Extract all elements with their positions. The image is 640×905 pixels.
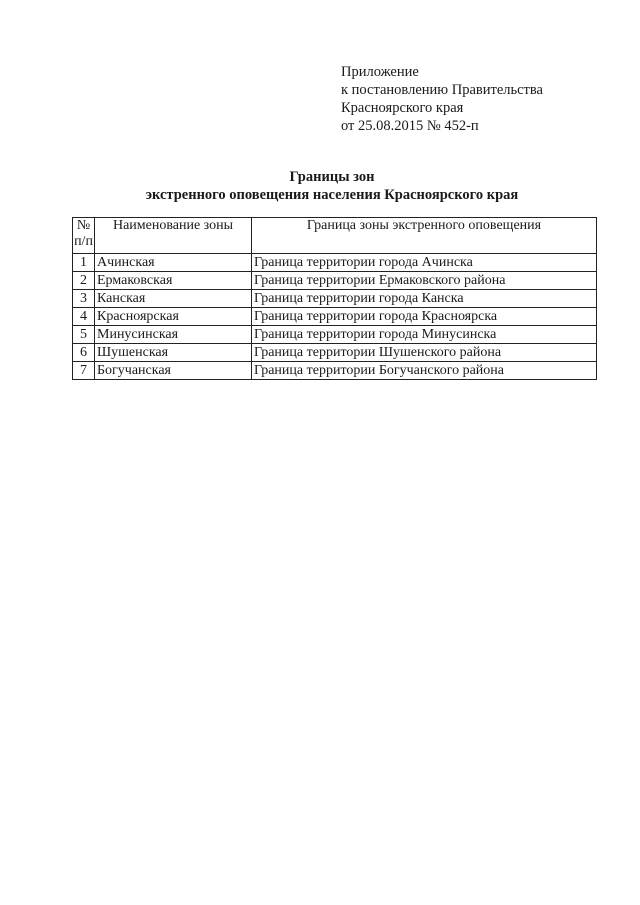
row-num: 3 bbox=[73, 290, 95, 308]
row-zone-border: Граница территории города Красноярска bbox=[252, 308, 597, 326]
row-num: 4 bbox=[73, 308, 95, 326]
row-zone-name: Красноярская bbox=[95, 308, 252, 326]
table-row bbox=[73, 254, 597, 272]
appendix-block bbox=[341, 63, 543, 135]
table-row bbox=[73, 272, 597, 290]
header-zone-border: Граница зоны экстренного оповещения bbox=[252, 218, 597, 254]
table-row bbox=[73, 362, 597, 380]
row-zone-border: Граница территории города Ачинска bbox=[252, 254, 597, 272]
row-zone-border: Граница территории Богучанского района bbox=[252, 362, 597, 380]
header-zone-name: Наименование зоны bbox=[95, 218, 252, 254]
row-num: 1 bbox=[73, 254, 95, 272]
appendix-label: Приложение bbox=[341, 64, 419, 80]
row-zone-name: Минусинская bbox=[95, 326, 252, 344]
row-num: 6 bbox=[73, 344, 95, 362]
row-zone-border: Граница территории города Минусинска bbox=[252, 326, 597, 344]
zones-table bbox=[72, 217, 597, 380]
header-num-pp: п/п bbox=[74, 234, 93, 249]
table-row bbox=[73, 308, 597, 326]
title-line-2: экстренного оповещения населения Красноярского края bbox=[145, 187, 519, 203]
header-num-symbol: № bbox=[76, 218, 91, 233]
row-zone-border: Граница территории города Канска bbox=[252, 290, 597, 308]
document-title bbox=[0, 168, 640, 204]
row-zone-name: Шушенская bbox=[95, 344, 252, 362]
title-line-1: Границы зон bbox=[289, 169, 375, 185]
appendix-date-number: от 25.08.2015 № 452-п bbox=[341, 118, 479, 134]
row-num: 7 bbox=[73, 362, 95, 380]
row-zone-name: Богучанская bbox=[95, 362, 252, 380]
row-zone-border: Граница территории Ермаковского района bbox=[252, 272, 597, 290]
row-zone-name: Канская bbox=[95, 290, 252, 308]
header-num bbox=[73, 218, 95, 254]
appendix-region: Красноярского края bbox=[341, 100, 464, 116]
row-num: 5 bbox=[73, 326, 95, 344]
row-zone-name: Ермаковская bbox=[95, 272, 252, 290]
table-row bbox=[73, 344, 597, 362]
table-row bbox=[73, 290, 597, 308]
row-zone-name: Ачинская bbox=[95, 254, 252, 272]
table-row bbox=[73, 326, 597, 344]
appendix-resolution: к постановлению Правительства bbox=[341, 82, 543, 98]
row-zone-border: Граница территории Шушенского района bbox=[252, 344, 597, 362]
table-header-row bbox=[73, 218, 597, 254]
row-num: 2 bbox=[73, 272, 95, 290]
